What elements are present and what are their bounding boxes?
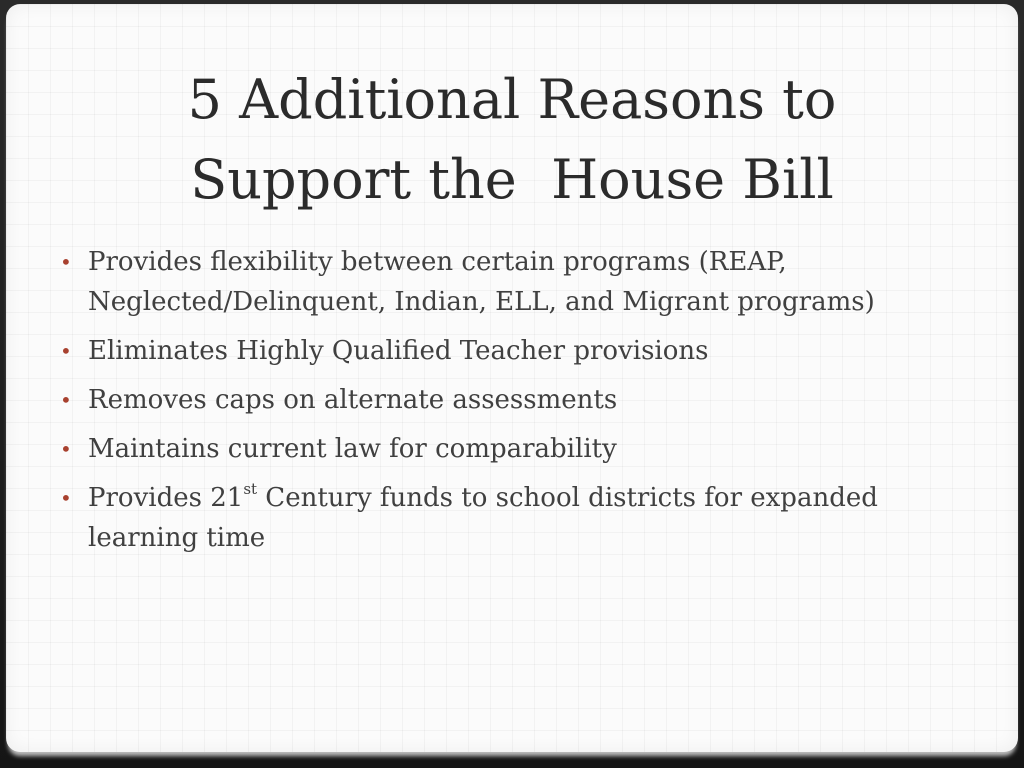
bullet-item-1 [56,242,976,322]
bullet-item-4 [56,429,976,469]
bullet-dot-icon: • [60,437,72,461]
bullet-dot-icon: • [60,250,72,274]
bullet-text: Eliminates Highly Qualified Teacher provisions [88,336,709,366]
title-line-1: 5 Additional Reasons to [187,68,837,131]
bullet-text-before: Provides 21 [88,483,244,513]
bullet-text: Provides flexibility between certain programs (REAP, Neglected/Delinquent, Indian, ELL, and Migrant programs) [88,247,875,317]
title-line-2: Support the House Bill [190,148,834,211]
bullet-text [88,480,878,553]
slide [6,4,1018,752]
bullet-list [56,242,976,567]
bullet-text: Maintains current law for comparability [88,434,617,464]
bullet-dot-icon: • [60,339,72,363]
bullet-item-3 [56,380,976,420]
bullet-superscript: st [243,480,258,498]
bullet-item-2 [56,331,976,371]
bullet-text: Removes caps on alternate assessments [88,385,618,415]
bullet-text-after: Century funds to school districts for expanded learning time [88,483,878,553]
bullet-dot-icon: • [60,388,72,412]
bullet-item-5 [56,478,976,558]
bullet-dot-icon: • [60,486,72,510]
slide-title [46,60,978,220]
